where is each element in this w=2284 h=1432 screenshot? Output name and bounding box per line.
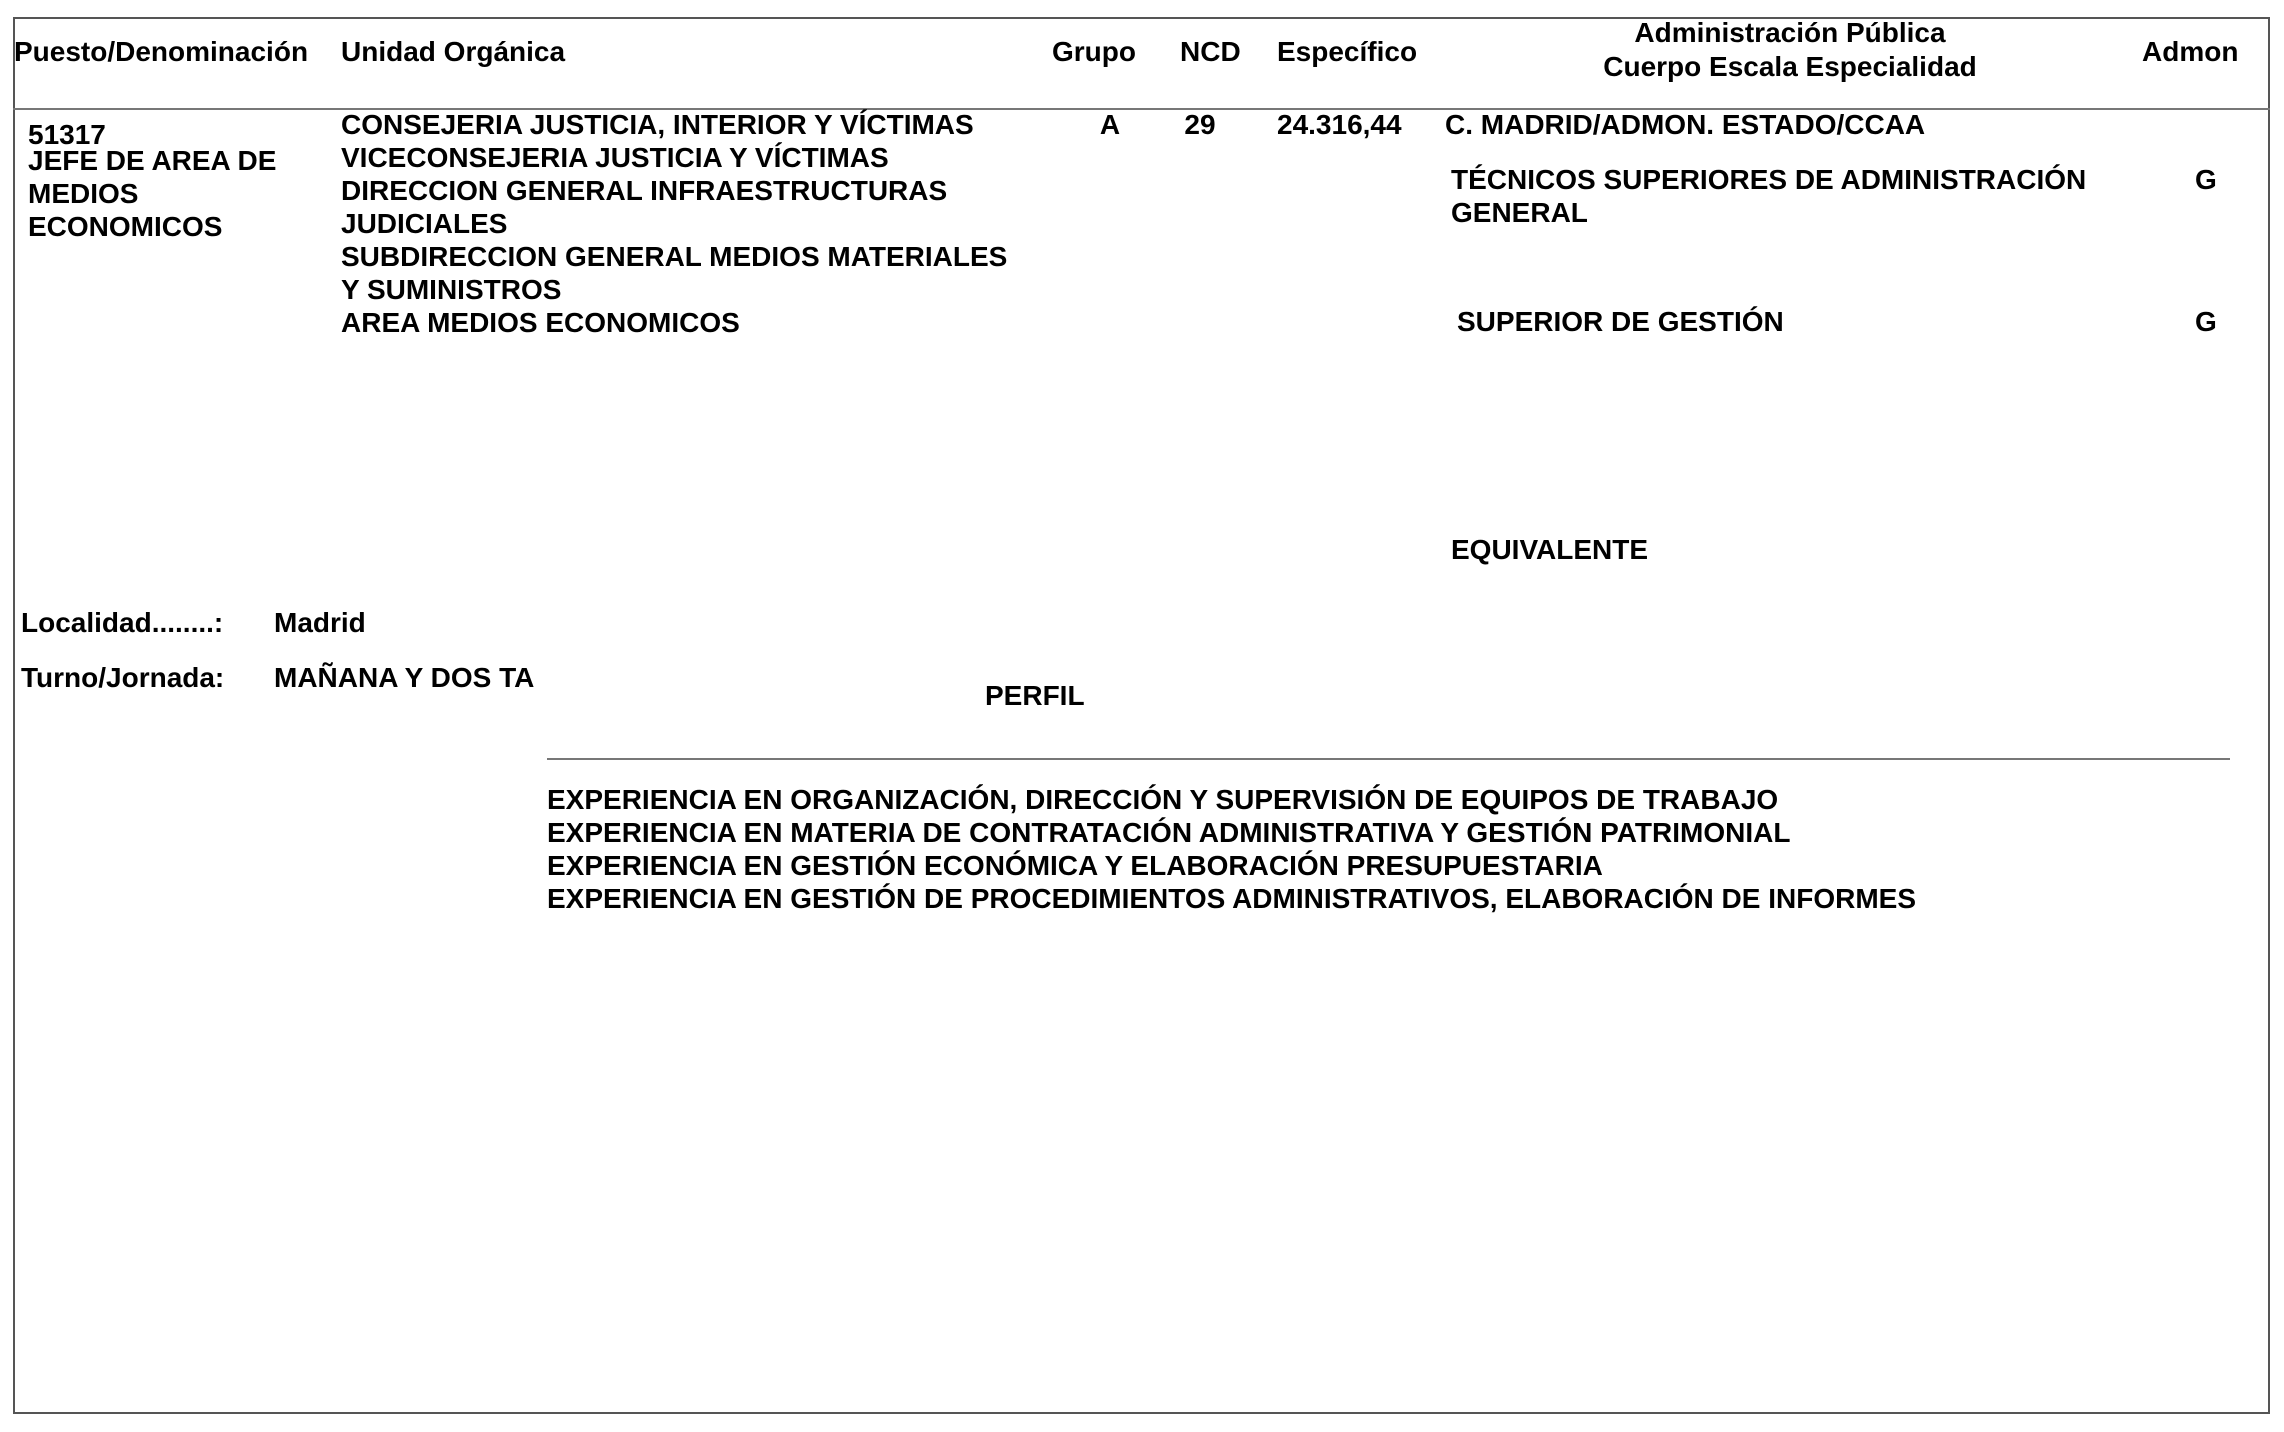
unidad-line: Y SUMINISTROS	[341, 274, 562, 305]
perfil-title: PERFIL	[985, 680, 1085, 711]
header-grupo: Grupo	[1052, 36, 1136, 67]
admon-1-value: G	[2195, 164, 2217, 195]
cuerpo-1-line: GENERAL	[1451, 197, 1588, 228]
perfil-divider	[547, 758, 2230, 760]
denominacion-line: ECONOMICOS	[28, 211, 223, 242]
perfil-item: EXPERIENCIA EN MATERIA DE CONTRATACIÓN ADMINISTRATIVA Y GESTIÓN PATRIMONIAL	[547, 817, 1791, 848]
puesto-codigo: 51317	[28, 119, 106, 150]
turno-label: Turno/Jornada:	[21, 662, 225, 693]
denominacion-line: MEDIOS	[28, 178, 139, 209]
header-admon: Admon	[2142, 36, 2239, 67]
perfil-list	[547, 783, 1916, 915]
header-cuerpo-escala: Cuerpo Escala Especialidad	[1603, 51, 1977, 82]
header-unidad-organica: Unidad Orgánica	[341, 36, 566, 67]
grupo-value: A	[1099, 109, 1121, 140]
especifico-value: 24.316,44	[1277, 109, 1402, 140]
unidad-line: VICECONSEJERIA JUSTICIA Y VÍCTIMAS	[341, 142, 889, 173]
unidad-line: CONSEJERIA JUSTICIA, INTERIOR Y VÍCTIMAS	[341, 109, 974, 140]
perfil-item: EXPERIENCIA EN ORGANIZACIÓN, DIRECCIÓN Y SUPERVISIÓN DE EQUIPOS DE TRABAJO	[547, 784, 1779, 815]
localidad-label: Localidad........:	[21, 607, 224, 638]
header-administracion-publica: Administración Pública	[1634, 17, 1946, 48]
perfil-item: EXPERIENCIA EN GESTIÓN ECONÓMICA Y ELABORACIÓN PRESUPUESTARIA	[547, 850, 1603, 881]
equivalente: EQUIVALENTE	[1451, 534, 1649, 565]
admon-2-value: G	[2195, 306, 2217, 337]
administracion-value: C. MADRID/ADMON. ESTADO/CCAA	[1445, 109, 1926, 140]
header-puesto: Puesto/Denominación	[14, 36, 309, 67]
cuerpo-1-line: TÉCNICOS SUPERIORES DE ADMINISTRACIÓN	[1451, 164, 2087, 195]
unidad-organica	[341, 108, 1007, 339]
puesto-denominacion	[28, 144, 276, 243]
ncd-value: 29	[1184, 109, 1216, 140]
header-especifico: Específico	[1277, 36, 1418, 67]
header-ncd: NCD	[1180, 36, 1241, 67]
localidad-value: Madrid	[274, 607, 366, 638]
unidad-line: SUBDIRECCION GENERAL MEDIOS MATERIALES	[341, 241, 1008, 272]
turno-value: MAÑANA Y DOS TA	[274, 662, 535, 693]
unidad-line: AREA MEDIOS ECONOMICOS	[341, 307, 740, 338]
cuerpo-1	[1451, 163, 2086, 229]
unidad-line: DIRECCION GENERAL INFRAESTRUCTURAS	[341, 175, 948, 206]
cuerpo-2: SUPERIOR DE GESTIÓN	[1457, 306, 1784, 337]
denominacion-line: JEFE DE AREA DE	[28, 145, 277, 176]
perfil-item: EXPERIENCIA EN GESTIÓN DE PROCEDIMIENTOS ADMINISTRATIVOS, ELABORACIÓN DE INFORMES	[547, 883, 1917, 914]
unidad-line: JUDICIALES	[341, 208, 508, 239]
